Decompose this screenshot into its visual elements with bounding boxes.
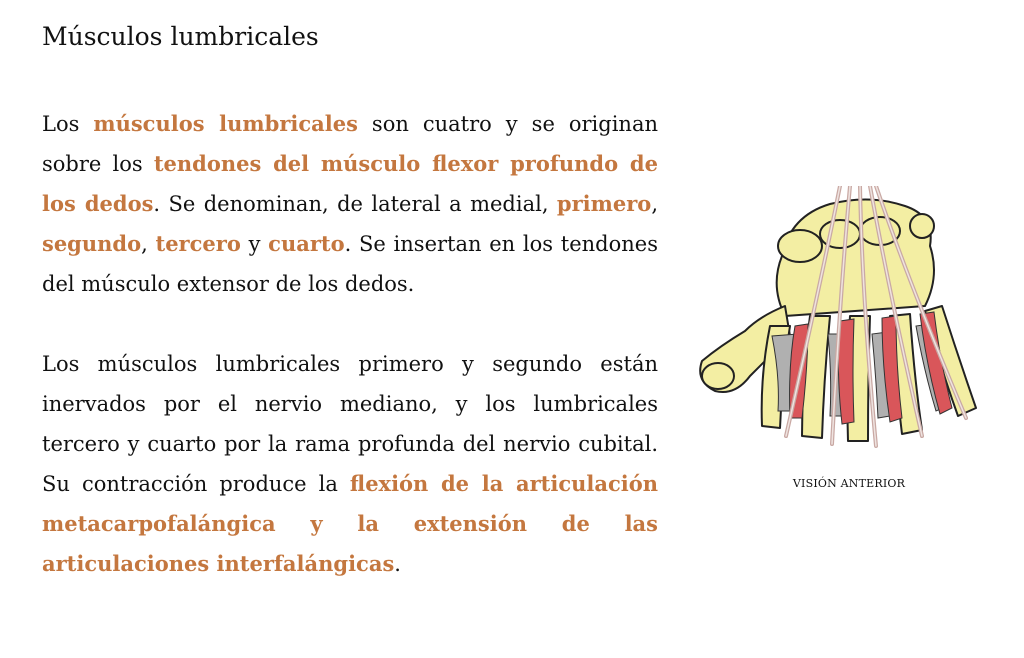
highlight-flexion-extension: flexión de la articulación metacarpofalángica y la extensión de las articulaciones interfalángicas	[42, 471, 658, 576]
hand-illustration-svg	[690, 186, 990, 476]
text-segment: . Se insertan en los tendones del músculo extensor de los dedos.	[42, 232, 658, 296]
text-segment: .	[394, 552, 401, 576]
highlight-segundo: segundo	[42, 231, 142, 256]
highlight-tercero: tercero	[155, 231, 241, 256]
figure-caption: VISIÓN ANTERIOR	[792, 477, 906, 490]
text-segment: y	[240, 232, 269, 256]
highlight-flexor-tendons: tendones del músculo flexor profundo de los dedos	[42, 151, 658, 216]
text-segment: ,	[651, 192, 658, 216]
text-segment: Los músculos lumbricales primero y segundo están inervados por el nervio mediano, y los lumbricales tercero y cuarto por la rama profunda del nervio cubital. Su contracción produce la	[42, 352, 658, 496]
hand-anatomy-illustration	[690, 186, 990, 496]
highlight-primero: primero	[556, 191, 652, 216]
text-segment: son cuatro y se originan sobre los	[42, 112, 658, 176]
highlight-lumbricales: músculos lumbricales	[93, 111, 358, 136]
paragraph-origin	[42, 104, 658, 304]
highlight-cuarto: cuarto	[268, 231, 345, 256]
paragraph-innervation	[42, 344, 658, 584]
text-segment: ,	[141, 232, 156, 256]
text-segment: . Se denominan, de lateral a medial,	[153, 192, 557, 216]
page-title: Músculos lumbricales	[42, 22, 319, 51]
text-segment: Los	[42, 112, 94, 136]
